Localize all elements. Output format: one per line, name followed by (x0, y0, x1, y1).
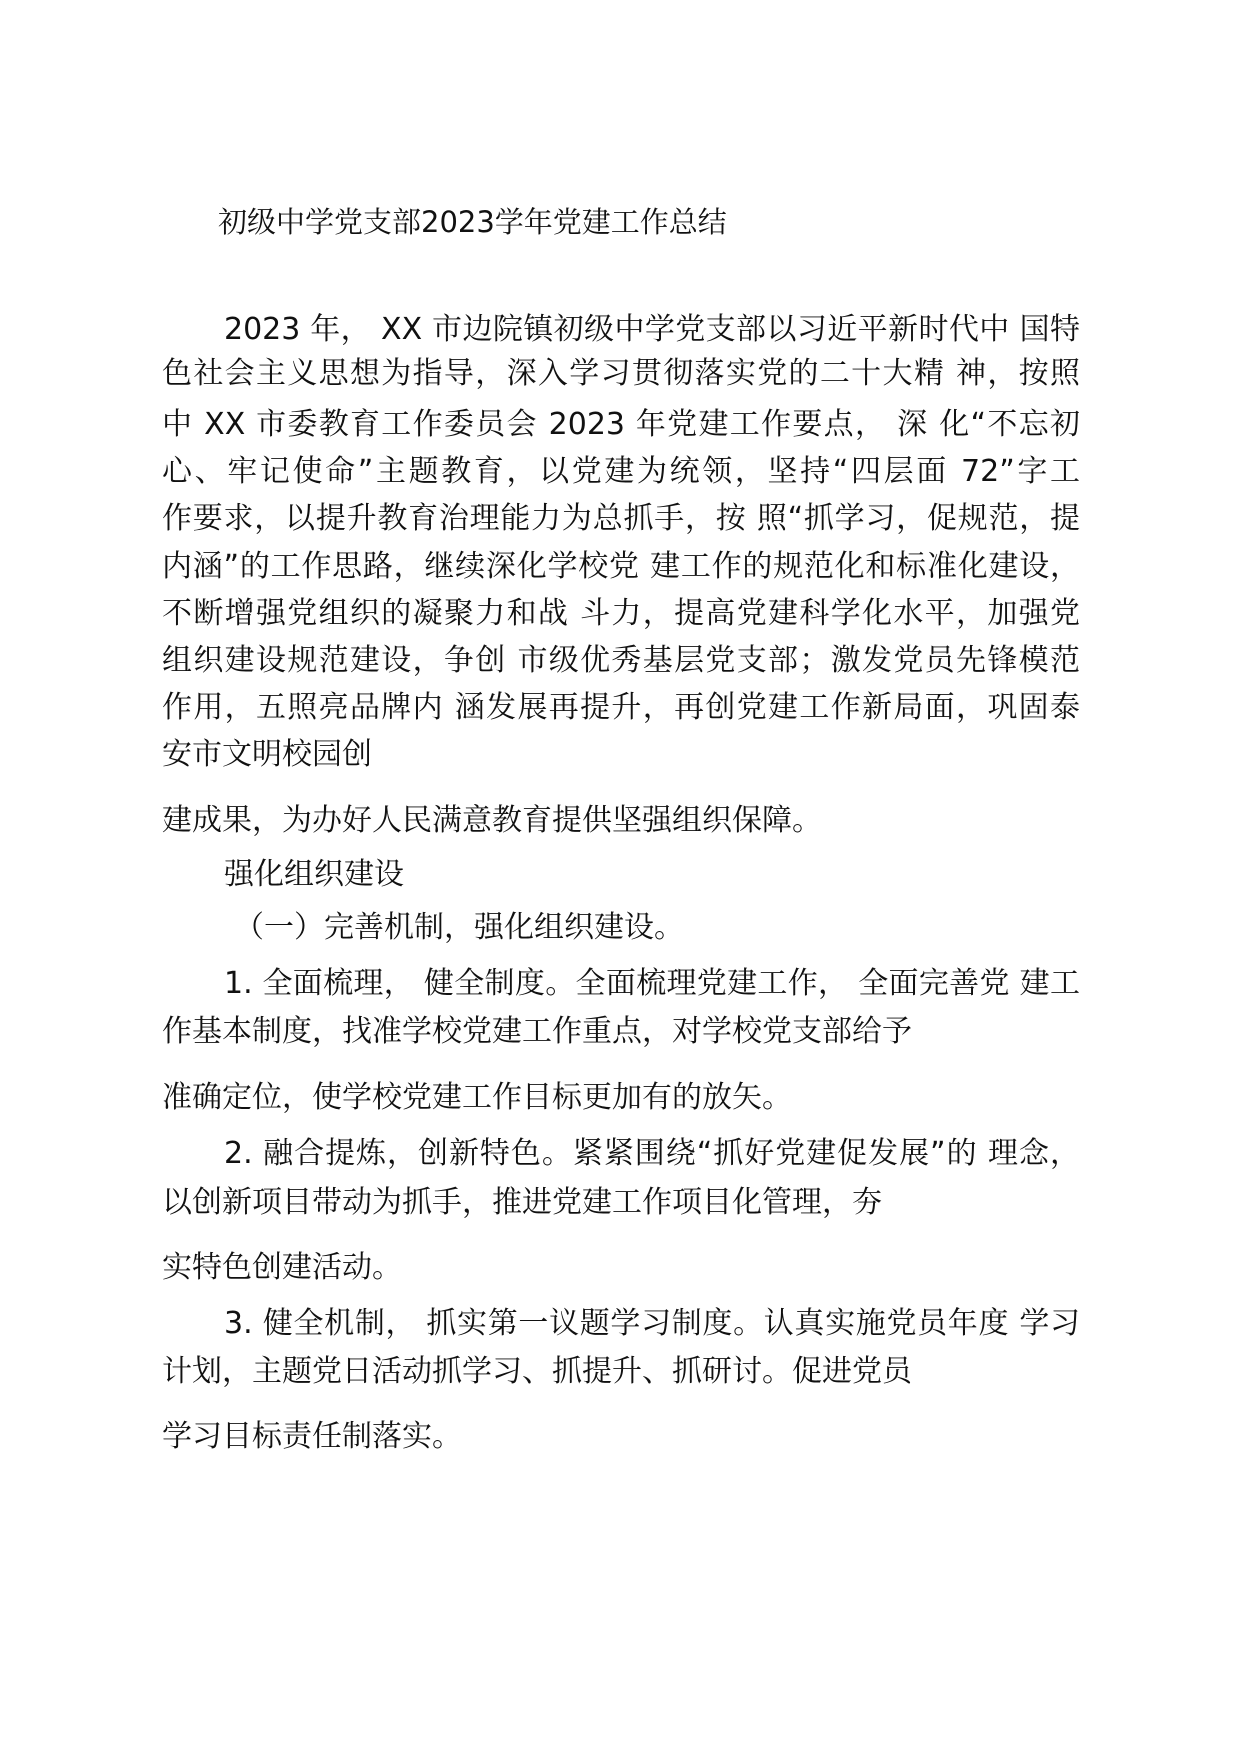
item1-line-1: 1. 全面梳理， 健全制度。全面梳理党建工作， 全面完善党 建工 (224, 966, 1080, 1001)
document-title: 初级中学党支部2023学年党建工作总结 (218, 205, 727, 239)
item3-line-2: 计划，主题党日活动抓学习、抓提升、抓研讨。促进党员 (162, 1354, 912, 1389)
subsection-heading: （一）完善机制，强化组织建设。 (234, 910, 684, 945)
intro-line-8: 组织建设规范建设，争创 市级优秀基层党支部；激发党员先锋模范 (162, 643, 1080, 678)
intro-line-2: 色社会主义思想为指导，深入学习贯彻落实党的二十大精 神，按照 (162, 356, 1080, 391)
item2-line-1: 2. 融合提炼，创新特色。紧紧围绕“抓好党建促发展”的 理念， (224, 1136, 1080, 1171)
intro-tail: 建成果，为办好人民满意教育提供坚强组织保障。 (162, 803, 822, 838)
intro-line-9: 作用，五照亮品牌内 涵发展再提升，再创党建工作新局面，巩固泰 (162, 690, 1080, 725)
intro-line-3: 中 XX 市委教育工作委员会 2023 年党建工作要点， 深 化“不忘初 (162, 407, 1080, 442)
item2-tail: 实特色创建活动。 (162, 1250, 402, 1285)
item1-line-2: 作基本制度，找准学校党建工作重点，对学校党支部给予 (162, 1014, 912, 1049)
intro-line-4: 心、牢记使命”主题教育，以党建为统领，坚持“四层面 72”字工 (162, 454, 1080, 489)
intro-line-5: 作要求，以提升教育治理能力为总抓手，按 照“抓学习，促规范，提 (162, 501, 1080, 536)
item1-tail: 准确定位，使学校党建工作目标更加有的放矢。 (162, 1080, 792, 1115)
section-heading: 强化组织建设 (224, 857, 404, 892)
item3-tail: 学习目标责任制落实。 (162, 1419, 462, 1454)
intro-line-6: 内涵”的工作思路，继续深化学校党 建工作的规范化和标准化建设， (162, 549, 1080, 584)
intro-line-7: 不断增强党组织的凝聚力和战 斗力，提高党建科学化水平，加强党 (162, 596, 1080, 631)
intro-line-1: 2023 年， XX 市边院镇初级中学党支部以习近平新时代中 国特 (224, 312, 1080, 347)
intro-line-10: 安市文明校园创 (162, 737, 372, 772)
item2-line-2: 以创新项目带动为抓手，推进党建工作项目化管理，夯 (162, 1185, 882, 1220)
item3-line-1: 3. 健全机制， 抓实第一议题学习制度。认真实施党员年度 学习 (224, 1306, 1080, 1341)
